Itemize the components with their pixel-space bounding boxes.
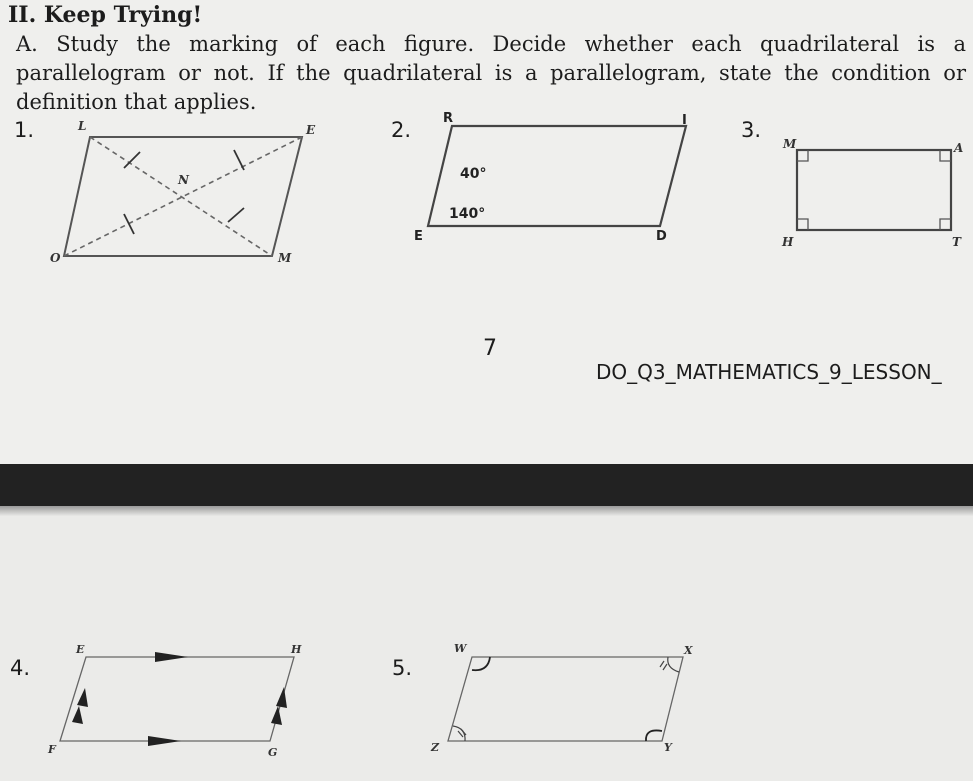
figure-4-parallel-arrow — [77, 688, 88, 707]
figure-2-label-r: R — [443, 111, 454, 126]
section-heading: II. Keep Trying! — [8, 2, 203, 28]
figure-4 — [47, 643, 302, 759]
figure-2-angle-bottom: 140° — [449, 206, 486, 222]
figure-1-tick-mark — [228, 208, 244, 222]
figure-4-parallel-arrow — [155, 652, 188, 662]
figure-3-label-h: H — [782, 235, 794, 249]
figure-3-right-angle-mark — [797, 219, 808, 230]
figure-4-parallel-arrow — [72, 706, 83, 724]
figure-2-label-e: E — [414, 229, 423, 244]
figure-5-label-x: X — [684, 644, 693, 657]
figure-2-number: 2. — [391, 118, 412, 142]
figure-3 — [781, 137, 963, 249]
footer-code: DO_Q3_MATHEMATICS_9_LESSON_ — [596, 360, 942, 384]
figure-1-tick-mark — [124, 152, 140, 168]
figure-4-parallel-arrow — [276, 687, 287, 708]
figure-4-label-f: F — [48, 743, 56, 756]
figure-1-number: 1. — [14, 118, 35, 142]
figure-4-label-g: G — [268, 746, 278, 759]
figure-4-number: 4. — [10, 656, 31, 680]
figure-5-label-y: Y — [664, 741, 672, 754]
figure-4-parallel-arrow — [148, 736, 181, 746]
figure-1-label-m: M — [278, 251, 292, 265]
figure-5-angle-arc-z — [453, 726, 465, 741]
figure-1-label-n: N — [178, 173, 189, 187]
figure-1-diagonal-eo — [64, 137, 302, 256]
figure-1-tick-mark — [124, 214, 134, 234]
figure-1 — [50, 119, 316, 265]
figure-5-angle-arc-w — [472, 657, 490, 670]
figure-3-right-angle-mark — [797, 150, 808, 161]
figure-5-angle-tick — [663, 664, 667, 670]
figure-2-label-d: D — [656, 229, 667, 244]
figure-3-right-angle-mark — [940, 219, 951, 230]
figure-5-label-w: W — [454, 642, 467, 655]
figure-1-label-l: L — [78, 119, 87, 133]
figure-2-label-i: I — [682, 113, 687, 128]
figure-5-angle-tick — [461, 729, 466, 735]
figure-3-label-m: M — [783, 137, 797, 151]
figure-2 — [414, 111, 687, 244]
figure-4-parallel-arrow — [271, 706, 282, 725]
figure-5-angle-tick — [660, 661, 664, 667]
figure-3-right-angle-mark — [940, 150, 951, 161]
figure-4-label-e: E — [76, 643, 85, 656]
figure-1-tick-mark — [234, 150, 244, 170]
figure-3-number: 3. — [741, 118, 762, 142]
figure-5-angle-tick — [458, 731, 463, 737]
figure-5-label-z: Z — [431, 741, 440, 754]
figure-3-rectangle — [797, 150, 951, 230]
instructions-text: A. Study the marking of each figure. Decide whether each quadrilateral is a parallelogram or not. If the quadrilateral is a parallelogram, state the condition or definition that applies. — [16, 32, 966, 114]
figure-5-number: 5. — [392, 656, 413, 680]
figure-3-label-t: T — [952, 235, 961, 249]
figure-4-label-h: H — [291, 643, 302, 656]
figure-1-label-o: O — [50, 251, 61, 265]
figure-2-angle-top: 40° — [460, 166, 487, 182]
figure-3-label-a: A — [954, 141, 964, 155]
figure-1-label-e: E — [306, 123, 316, 137]
figure-5-angle-arc-x — [668, 657, 679, 672]
figure-4-parallelogram — [60, 657, 294, 741]
page-number: 7 — [483, 336, 497, 361]
figure-5-angle-arc-y — [646, 730, 662, 741]
figure-5 — [430, 642, 693, 754]
figure-1-diagonal-lm — [90, 137, 272, 256]
